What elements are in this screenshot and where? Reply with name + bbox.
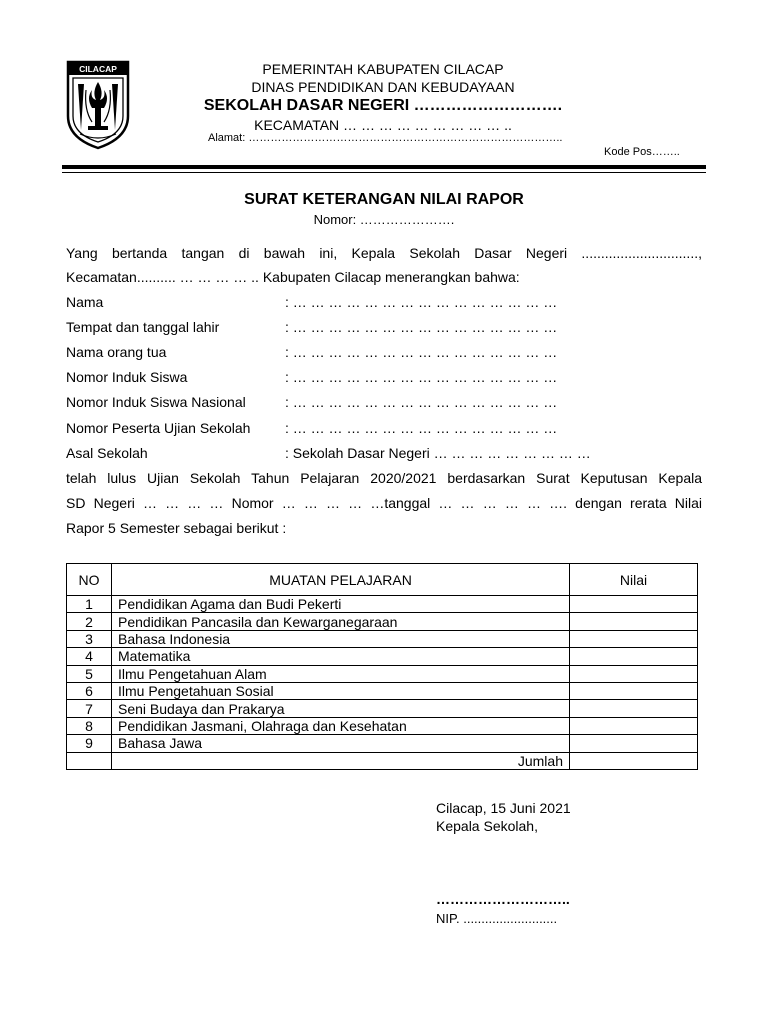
table-row [67,665,698,682]
row-score [570,665,698,682]
row-number: 8 [67,717,112,734]
field-row [66,294,557,310]
field-value: : … … … … … … … … … … … … … … … [285,420,558,436]
kop-government: PEMERINTAH KABUPATEN CILACAP [262,61,504,77]
row-subject: Pendidikan Pancasila dan Kewarganegaraan [112,613,570,630]
header-score: Nilai [570,564,698,596]
signature-position: Kepala Sekolah, [436,818,538,834]
total-no-cell [67,752,112,769]
kop-address: Alamat: ………………………………………………………………………….. [208,132,563,144]
field-row [66,369,557,385]
row-score [570,735,698,752]
kop-postal-code: Kode Pos…….. [604,146,680,158]
header-subject: MUATAN PELAJARAN [112,564,570,596]
table-row [67,648,698,665]
field-row [66,394,557,410]
field-row [66,344,557,360]
row-score [570,630,698,647]
total-label: Jumlah [112,752,570,769]
signature-nip: NIP. .......................... [436,911,558,926]
kop-district: KECAMATAN … … … … … … … … … .. [254,117,512,133]
row-number: 2 [67,613,112,630]
header-divider-thick [62,165,706,169]
field-row [66,445,591,461]
row-subject: Pendidikan Jasmani, Olahraga dan Kesehatan [112,717,570,734]
field-value: : … … … … … … … … … … … … … … … [285,344,558,360]
emblem-label: CILACAP [79,64,117,74]
document-number: Nomor: …………………. [313,212,455,227]
row-score [570,596,698,613]
field-label: Nama [66,294,104,310]
cilacap-regency-emblem [66,60,130,150]
row-subject: Bahasa Indonesia [112,630,570,647]
row-number: 1 [67,596,112,613]
field-label: Tempat dan tanggal lahir [66,319,220,335]
document-title: SURAT KETERANGAN NILAI RAPOR [244,191,524,208]
kop-department: DINAS PENDIDIKAN DAN KEBUDAYAAN [251,79,515,95]
grades-table [66,563,698,770]
table-row [67,613,698,630]
row-subject: Ilmu Pengetahuan Alam [112,665,570,682]
intro-line-1: Yang bertanda tangan di bawah ini, Kepala Sekolah Dasar Negeri .............................., [66,245,702,261]
row-score [570,613,698,630]
signature-name: ……………………….. [436,891,570,907]
row-score [570,717,698,734]
table-row [67,700,698,717]
row-subject: Bahasa Jawa [112,735,570,752]
field-label: Nomor Induk Siswa [66,369,188,385]
row-number: 7 [67,700,112,717]
total-value [570,752,698,769]
field-value: : … … … … … … … … … … … … … … … [285,294,558,310]
row-subject: Seni Budaya dan Prakarya [112,700,570,717]
table-row [67,682,698,699]
field-value: : … … … … … … … … … … … … … … … [285,394,558,410]
statement-line-3: Rapor 5 Semester sebagai berikut : [66,520,287,536]
table-row [67,735,698,752]
row-number: 5 [67,665,112,682]
row-score [570,648,698,665]
header-divider-thin [62,172,706,173]
table-row [67,630,698,647]
statement-line-1: telah lulus Ujian Sekolah Tahun Pelajaran 2020/2021 berdasarkan Surat Keputusan Kepala [66,470,702,486]
row-subject: Matematika [112,648,570,665]
table-row [67,717,698,734]
field-value: : Sekolah Dasar Negeri … … … … … … … … … [285,445,591,461]
statement-line-2: SD Negeri … … … … Nomor … … … … …tanggal … … … … … …. dengan rerata Nilai [66,495,702,511]
row-subject: Pendidikan Agama dan Budi Pekerti [112,596,570,613]
table-header-row [67,564,698,596]
field-label: Nomor Induk Siswa Nasional [66,394,246,410]
row-subject: Ilmu Pengetahuan Sosial [112,682,570,699]
kop-school-name: SEKOLAH DASAR NEGERI ………………………. [203,97,563,114]
signature-place-date: Cilacap, 15 Juni 2021 [436,800,571,816]
field-label: Nama orang tua [66,344,167,360]
row-number: 4 [67,648,112,665]
field-value: : … … … … … … … … … … … … … … … [285,369,558,385]
row-number: 9 [67,735,112,752]
total-row [67,752,698,769]
row-score [570,682,698,699]
field-label: Asal Sekolah [66,445,148,461]
table-row [67,596,698,613]
field-row [66,319,557,335]
row-score [570,700,698,717]
row-number: 6 [67,682,112,699]
field-label: Nomor Peserta Ujian Sekolah [66,420,251,436]
header-no: NO [67,564,112,596]
intro-line-2: Kecamatan.......... … … … … .. Kabupaten Cilacap menerangkan bahwa: [66,269,520,285]
field-row [66,420,557,436]
row-number: 3 [67,630,112,647]
grades-table-body [67,596,698,753]
field-value: : … … … … … … … … … … … … … … … [285,319,558,335]
